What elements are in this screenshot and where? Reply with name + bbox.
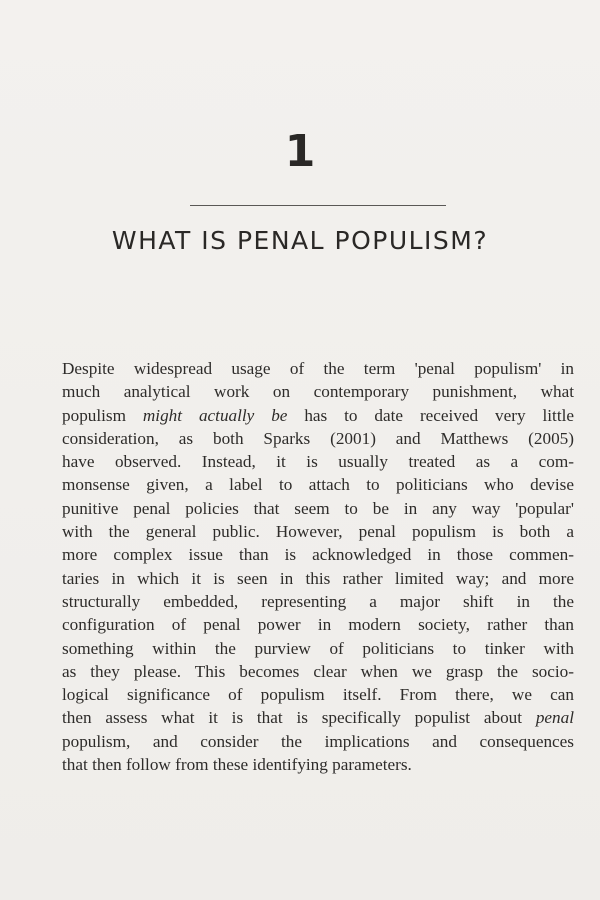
text-line: as they please. This becomes clear when we grasp the socio- [62, 661, 574, 681]
chapter-divider [190, 205, 446, 206]
text-line: have observed. Instead, it is usually treated as a com- [62, 452, 574, 472]
text-line: more complex issue than is acknowledged in those commen- [62, 545, 574, 565]
text-line: populism might actually be has to date received very little [62, 405, 574, 425]
text-line: then assess what it is that is specifically populist about penal [62, 708, 574, 728]
text-line: monsense given, a label to attach to politicians who devise [62, 475, 574, 495]
text-line: something within the purview of politicians to tinker with [62, 638, 574, 658]
chapter-number: 1 [284, 126, 316, 177]
text-line: populism, and consider the implications and consequences [62, 731, 574, 751]
text-line: much analytical work on contemporary punishment, what [62, 382, 574, 402]
emphasis-text: penal [535, 708, 574, 728]
text-line: structurally embedded, representing a major shift in the [62, 591, 574, 611]
text-line: Despite widespread usage of the term 'penal populism' in [62, 359, 574, 378]
emphasis-text: might actually be [142, 405, 288, 425]
text-line: consideration, as both Sparks (2001) and Matthews (2005) [62, 428, 574, 448]
text-line: that then follow from these identifying parameters. [62, 755, 412, 775]
body-paragraph [62, 357, 574, 776]
text-line: punitive penal policies that seem to be in any way 'popular' [62, 498, 574, 518]
text-line: configuration of penal power in modern society, rather than [62, 615, 574, 635]
text-line: logical significance of populism itself. From there, we can [62, 685, 574, 705]
text-line: taries in which it is seen in this rather limited way; and more [62, 568, 574, 588]
text-line: with the general public. However, penal populism is both a [62, 522, 574, 542]
chapter-title: WHAT IS PENAL POPULISM? [111, 226, 489, 255]
